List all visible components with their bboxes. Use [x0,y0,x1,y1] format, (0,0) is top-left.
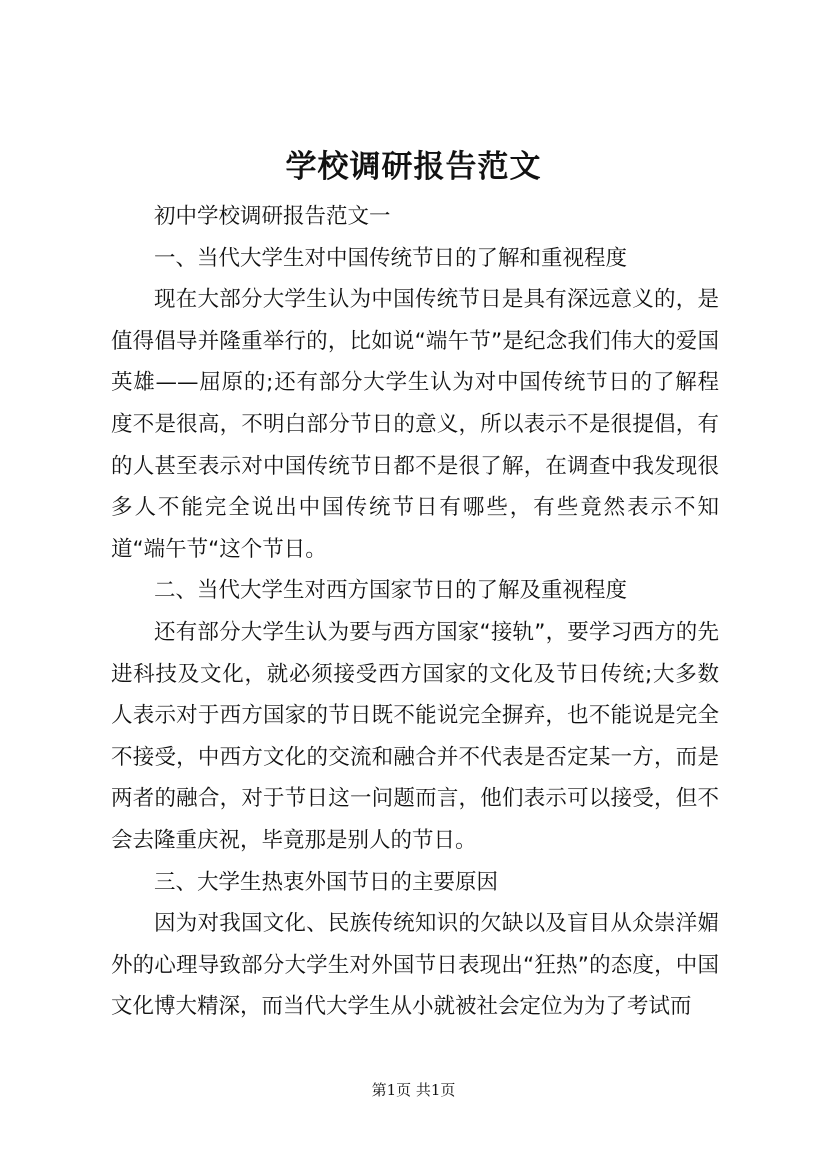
subtitle-paragraph: 初中学校调研报告范文一 [154,204,391,229]
body-paragraph-3: 因为对我国文化、民族传统知识的欠缺以及盲目从众崇洋媚外的心理导致部分大学生对外国节日表现出“狂热”的态度，中国文化博大精深，而当代大学生从小就被社会定位为为了考试而 [111,911,719,1020]
section-heading-2: 二、当代大学生对西方国家节日的了解及重视程度 [154,578,628,604]
document-title: 学校调研报告范文 [285,149,542,185]
document-body [111,196,719,1028]
page-footer: 第1页 共1页 [371,1081,456,1099]
section-heading-1: 一、当代大学生对中国传统节日的了解和重视程度 [154,245,628,271]
section-heading-3: 三、大学生热衷外国节日的主要原因 [154,869,499,895]
body-paragraph-2: 还有部分大学生认为要与西方国家“接轨”，要学习西方的先进科技及文化，就必须接受西方国家的文化及节日传统;大多数人表示对于西方国家的节日既不能说完全摒弃，也不能说是完全不接受，中西方文化的交流和融合并不代表是否定某一方，而是两者的融合，对于节日这一问题而言，他们表示可以接受，但不会去隆重庆祝，毕竟那是别人的节日。 [111,619,719,853]
body-paragraph-1: 现在大部分大学生认为中国传统节日是具有深远意义的，是值得倡导并隆重举行的，比如说“端午节”是纪念我们伟大的爱国英雄——屈原的;还有部分大学生认为对中国传统节日的了解程度不是很高，不明白部分节日的意义，所以表示不是很提倡，有的人甚至表示对中国传统节日都不是很了解，在调查中我发现很多人不能完全说出中国传统节日有哪些，有些竟然表示不知道“端午节“这个节日。 [111,287,719,562]
